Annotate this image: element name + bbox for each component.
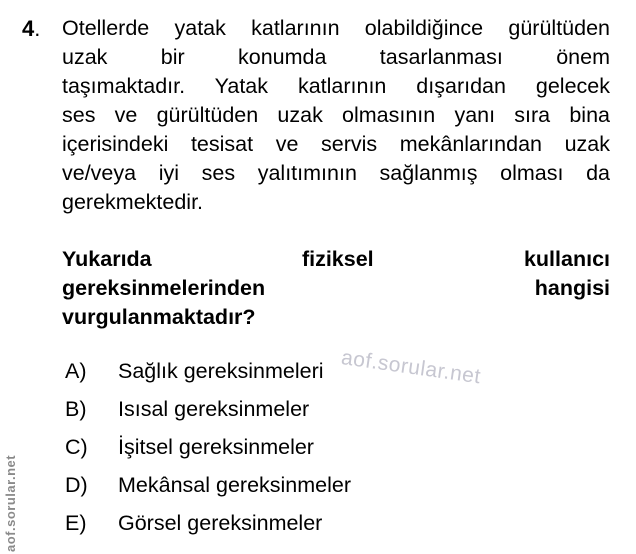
option-letter-d: D) — [65, 473, 88, 497]
question-body-line: ve/veya iyi ses yalıtımının sağlanmış olması da — [62, 161, 610, 185]
question-body-line: içerisindeki tesisat ve servis mekânlarından uzak — [62, 132, 610, 156]
question-content — [62, 14, 610, 547]
question-body-line: gerekmektedir. — [62, 190, 204, 214]
option-row-c — [62, 433, 610, 462]
watermark-left-vertical: aof.sorular.net — [3, 454, 18, 552]
question-stem-line: vurgulanmaktadır? — [62, 305, 256, 329]
question-body-line: ses ve gürültüden uzak olmasının yanı sıra bina — [62, 103, 610, 127]
question-stem — [62, 245, 610, 332]
option-letter-a: A) — [65, 359, 87, 383]
question-number-period: . — [34, 16, 41, 41]
option-letter-e: E) — [65, 511, 87, 535]
question-stem-line: gereksinmelerinden hangisi — [62, 276, 610, 300]
question-stem-line: Yukarıda fiziksel kullanıcı — [62, 247, 610, 271]
option-row-d — [62, 471, 610, 500]
option-row-a — [62, 357, 610, 386]
option-row-e — [62, 509, 610, 538]
question-number — [22, 14, 40, 43]
question-number-value: 4 — [22, 16, 35, 41]
option-row-b — [62, 395, 610, 424]
option-text-e: Görsel gereksinmeler — [118, 511, 323, 535]
option-letter-c: C) — [65, 435, 88, 459]
question-body-line: Otellerde yatak katlarının olabildiğince gürültüden — [62, 16, 610, 40]
question-body-line: taşımaktadır. Yatak katlarının dışarıdan gelecek — [62, 74, 610, 98]
question-body-line: uzak bir konumda tasarlanması önem — [62, 45, 610, 69]
option-text-a: Sağlık gereksinmeleri — [118, 359, 324, 383]
option-text-d: Mekânsal gereksinmeler — [118, 473, 352, 497]
option-text-b: Isısal gereksinmeler — [118, 397, 310, 421]
options-list — [62, 357, 610, 538]
option-letter-b: B) — [65, 397, 87, 421]
question-body — [62, 14, 610, 217]
watermark-center: aof.sorular.net — [339, 346, 483, 389]
option-text-c: İşitsel gereksinmeler — [118, 435, 314, 459]
